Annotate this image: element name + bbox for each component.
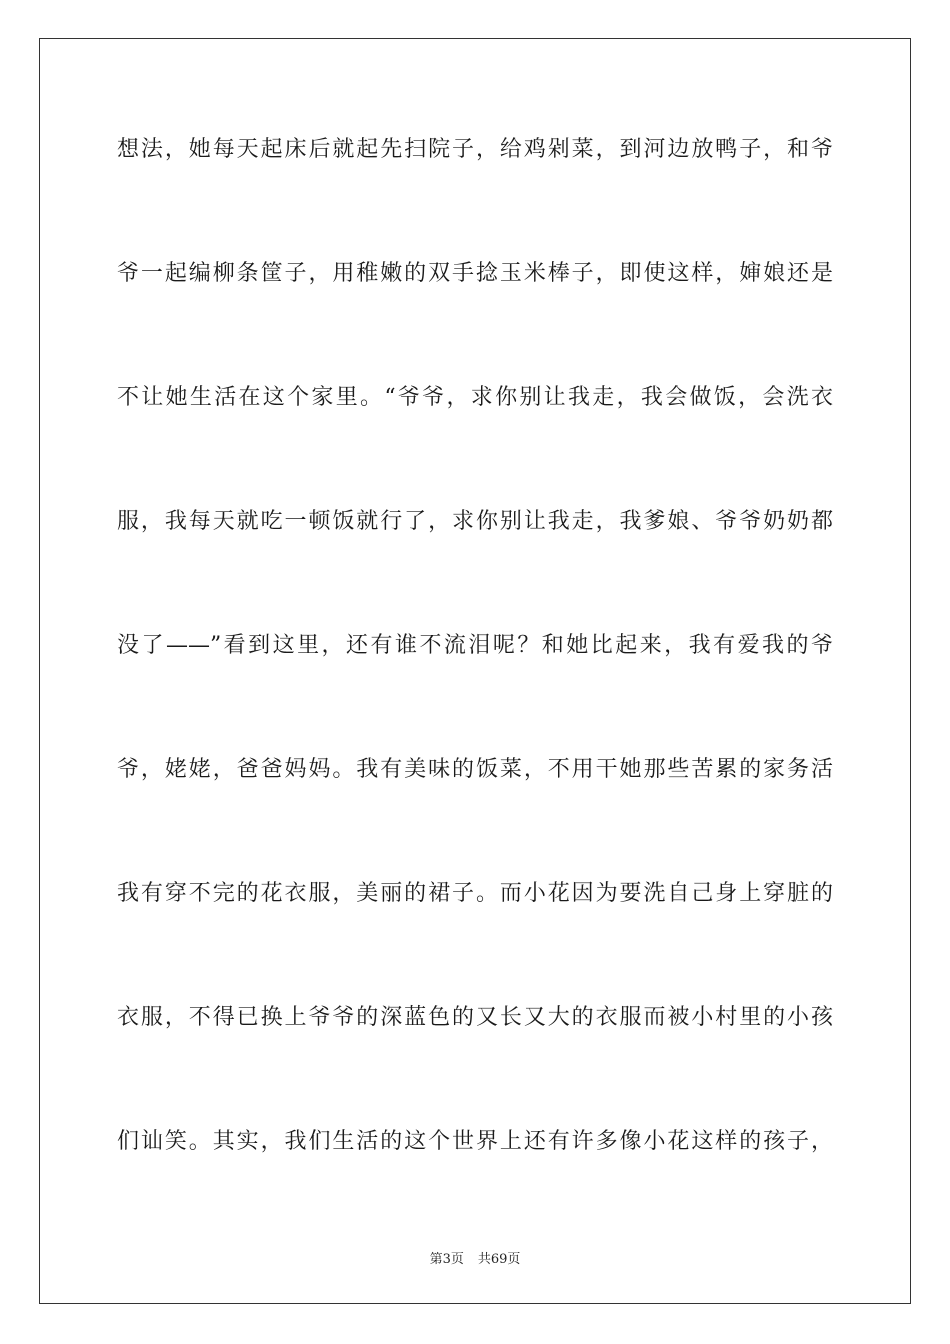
body-text: [117, 128, 833, 1244]
text-line: 想法，她每天起床后就起先扫院子，给鸡剁菜，到河边放鸭子，和爷: [117, 137, 833, 162]
text-line: 爷一起编柳条筐子，用稚嫩的双手捻玉米棒子，即使这样，婶娘还是: [117, 261, 833, 286]
text-line: 不让她生活在这个家里。“爷爷，求你别让我走，我会做饭，会洗衣: [117, 385, 833, 410]
page-total: 共69页: [477, 1252, 521, 1267]
page-footer: [0, 1248, 950, 1267]
text-line: 服，我每天就吃一顿饭就行了，求你别让我走，我爹娘、爷爷奶奶都: [117, 509, 833, 534]
text-line: 我有穿不完的花衣服，美丽的裙子。而小花因为要洗自己身上穿脏的: [117, 881, 833, 906]
page-number: 第3页: [429, 1252, 464, 1267]
text-line: 衣服，不得已换上爷爷的深蓝色的又长又大的衣服而被小村里的小孩: [117, 1005, 833, 1030]
text-line: 们讪笑。其实，我们生活的这个世界上还有许多像小花这样的孩子，: [117, 1129, 833, 1154]
text-line: 没了——”看到这里，还有谁不流泪呢？和她比起来，我有爱我的爷: [117, 633, 833, 658]
text-line: 爷，姥姥，爸爸妈妈。我有美味的饭菜，不用干她那些苦累的家务活: [117, 757, 833, 782]
